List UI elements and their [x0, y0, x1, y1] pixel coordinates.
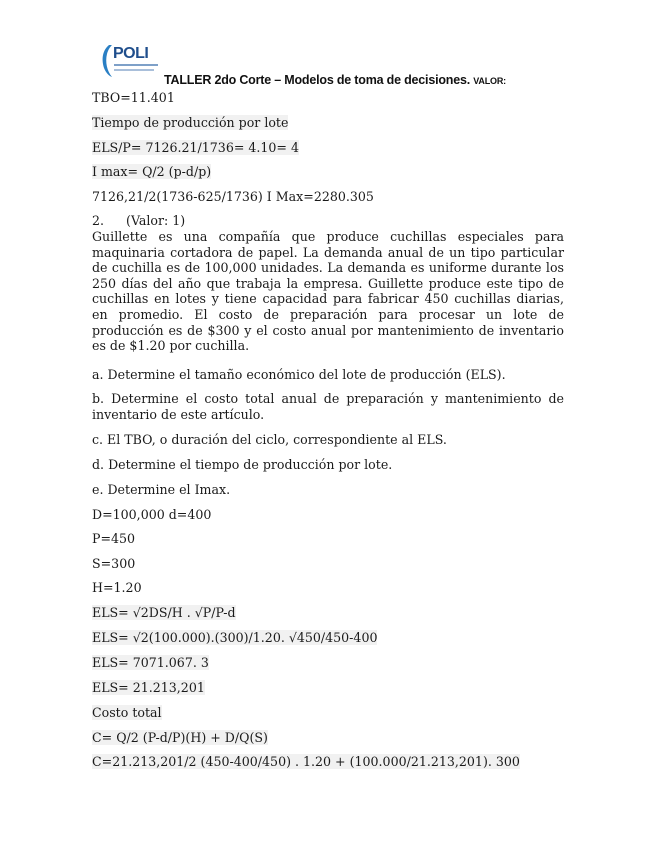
poli-logo — [100, 44, 160, 78]
formula-els-result: ELS= 21.213,201 — [92, 680, 205, 695]
question-b: b. Determine el costo total anual de preparación y mantenimiento de inventario de este artículo. — [92, 391, 564, 422]
question-d: d. Determine el tiempo de producción por lote. — [92, 457, 393, 472]
formula-imax: I max= Q/2 (p-d/p) — [92, 164, 212, 179]
heading-total-cost: Costo total — [92, 705, 162, 720]
formula-els-substitution: ELS= √2(100.000).(300)/1.20. √450/450-400 — [92, 630, 378, 645]
given-production: P=450 — [92, 531, 136, 546]
formula-els-intermediate: ELS= 7071.067. 3 — [92, 655, 209, 670]
logo-swoosh-icon — [100, 44, 114, 78]
result-tbo: TBO=11.401 — [92, 90, 175, 105]
problem-valor: (Valor: 1) — [126, 213, 186, 228]
question-e: e. Determine el Imax. — [92, 482, 231, 497]
formula-els-p: ELS/P= 7126.21/1736= 4.10= 4 — [92, 140, 299, 155]
logo-text: POLI — [113, 45, 149, 62]
question-c: c. El TBO, o duración del ciclo, correspondiente al ELS. — [92, 432, 447, 447]
given-demand: D=100,000 d=400 — [92, 507, 212, 522]
problem-heading — [92, 213, 185, 228]
formula-els: ELS= √2DS/H . √P/P-d — [92, 605, 236, 620]
given-holding: H=1.20 — [92, 580, 142, 595]
formula-imax-calc: 7126,21/2(1736-625/1736) I Max=2280.305 — [92, 189, 374, 204]
formula-total-cost: C= Q/2 (P-d/P)(H) + D/Q(S) — [92, 730, 268, 745]
problem-number: 2. — [92, 213, 105, 228]
document-header — [164, 73, 506, 87]
header-valor: VALOR: — [473, 76, 506, 86]
logo-subline — [114, 64, 158, 66]
given-setup: S=300 — [92, 556, 136, 571]
logo-subline-2 — [114, 69, 154, 71]
formula-total-cost-calc: C=21.213,201/2 (450-400/450) . 1.20 + (100.000/21.213,201). 300 — [92, 754, 520, 769]
heading-production-time: Tiempo de producción por lote — [92, 115, 289, 130]
header-title: TALLER 2do Corte – Modelos de toma de decisiones. — [164, 73, 470, 87]
problem-statement: Guillette es una compañía que produce cuchillas especiales para maquinaria cortadora de papel. La demanda anual de un tipo particular de cuchilla es de 100,000 unidades. La demanda es uniforme durante los 250 días del año que trabaja la empresa. Guillette produce este tipo de cuchillas en lotes y tiene capacidad para fabricar 450 cuchillas diarias, en promedio. El costo de preparación para procesar un lote de producción es de $300 y el costo anual por mantenimiento de inventario es de $1.20 por cuchilla. — [92, 229, 564, 354]
question-a: a. Determine el tamaño económico del lote de producción (ELS). — [92, 367, 506, 382]
